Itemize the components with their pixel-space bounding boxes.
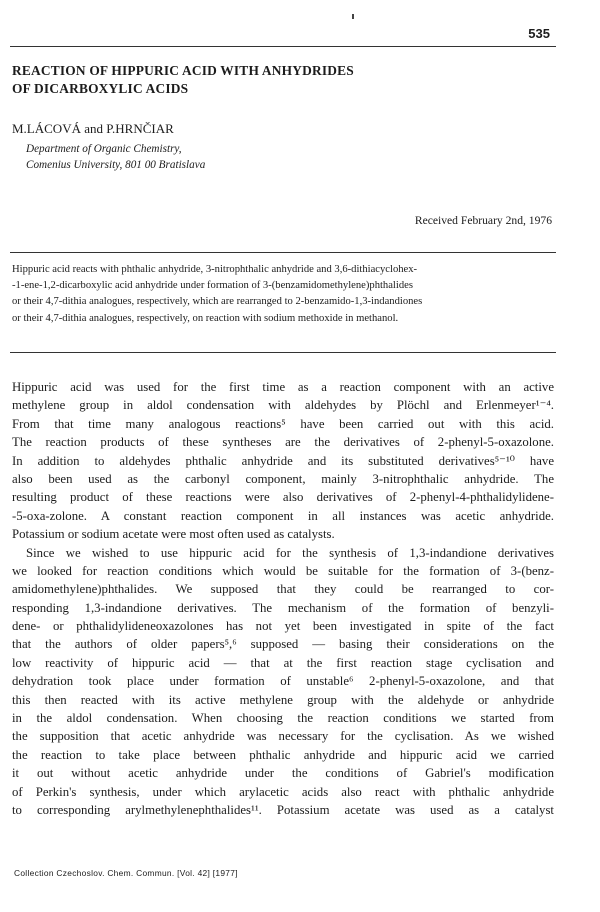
body-line: the supposition that acetic anhydride was necessary for the cyclisation. As we wished bbox=[12, 729, 554, 744]
abstract-top-rule bbox=[10, 252, 556, 253]
body-line: to corresponding arylmethylenephthalides¹¹. Potassium acetate was used as a catalyst bbox=[12, 802, 554, 817]
body-line: that the authors of older papers⁵,⁶ supposed — basing their considerations on the bbox=[12, 637, 554, 652]
body-line: Hippuric acid was used for the first time as a reaction component with an active bbox=[12, 380, 554, 394]
body-line: of Perkin's synthesis, under which arylacetic acids also react with phthalic anhydride bbox=[12, 784, 554, 799]
body-line: dene- or phthalidylideneoxazolones has not yet been investigated in spite of the fact bbox=[12, 619, 554, 634]
body-line: The reaction products of these syntheses are the derivatives of 2-phenyl-5-oxazolone. bbox=[12, 435, 554, 450]
body-line: In addition to aldehydes phthalic anhydride and its substituted derivatives⁵⁻¹⁰ have bbox=[12, 453, 554, 468]
body-line: this then reacted with its active methylene group with the aldehyde or anhydride bbox=[12, 692, 554, 707]
abstract-bottom-rule bbox=[10, 352, 556, 353]
body-line: dehydration took place under formation of unstable⁶ 2-phenyl-5-oxazolone, and that bbox=[12, 674, 554, 689]
affiliation-line-1: Department of Organic Chemistry, bbox=[26, 143, 182, 155]
body-line: Potassium or sodium acetate were most often used as catalysts. bbox=[12, 527, 335, 542]
body-line: amidomethylene)phthalides. We supposed that they could be rearranged to cor- bbox=[12, 582, 554, 597]
body-line: methylene group in aldol condensation with aldehydes by Plöchl and Erlenmeyer¹⁻⁴. bbox=[12, 398, 554, 413]
page-number: 535 bbox=[528, 26, 550, 41]
header-rule bbox=[10, 46, 556, 47]
body-line: it out without acetic anhydride under the conditions of Gabriel's modification bbox=[12, 766, 554, 781]
body-line: we looked for reaction conditions which would be suitable for the formation of 3-(benz- bbox=[12, 563, 554, 578]
abstract bbox=[12, 262, 552, 327]
scan-speck bbox=[352, 14, 354, 19]
affiliation-line-2: Comenius University, 801 00 Bratislava bbox=[26, 159, 206, 171]
body-line: responding 1,3-indandione derivatives. The mechanism of the formation of benzyli- bbox=[12, 600, 554, 615]
body-text bbox=[12, 378, 554, 819]
body-line: -5-oxa-zolone. A constant reaction component in all instances was acetic anhydride. bbox=[12, 508, 554, 523]
abstract-line: -1-ene-1,2-dicarboxylic acid anhydride under formation of 3-(benzamidomethylene)phthalides bbox=[12, 280, 413, 292]
article-title bbox=[12, 62, 512, 98]
body-line: From that time many analogous reactions⁵ have been carried out with this acid. bbox=[12, 416, 554, 431]
abstract-line: or their 4,7-dithia analogues, respectively, on reaction with sodium methoxide in methanol. bbox=[12, 312, 399, 324]
affiliation bbox=[26, 141, 205, 173]
authors: M.LÁCOVÁ and P.HRNČIAR bbox=[12, 121, 174, 136]
body-line: in the aldol condensation. When choosing the reaction conditions we started from bbox=[12, 711, 554, 726]
body-line: low reactivity of hippuric acid — that at the first reaction stage cyclisation and bbox=[12, 655, 554, 670]
title-line-1: REACTION OF HIPPURIC ACID WITH ANHYDRIDES bbox=[12, 63, 354, 78]
abstract-line: or their 4,7-dithia analogues, respectively, which are rearranged to 2-benzamido-1,3-indandiones bbox=[12, 296, 423, 308]
body-line: Since we wished to use hippuric acid for the synthesis of 1,3-indandione derivatives bbox=[26, 545, 554, 560]
title-line-2: OF DICARBOXYLIC ACIDS bbox=[12, 81, 189, 96]
body-line: the reaction to take place between phthalic anhydride and hippuric acid we carried bbox=[12, 747, 554, 762]
footer-citation: Collection Czechoslov. Chem. Commun. [Vol. 42] [1977] bbox=[14, 868, 238, 878]
body-line: resulting product of these reactions were also derivatives of 2-phenyl-4-phthalidylidene- bbox=[12, 490, 554, 505]
abstract-line: Hippuric acid reacts with phthalic anhydride, 3-nitrophthalic anhydride and 3,6-dithiacyclohex- bbox=[12, 264, 418, 275]
received-date: Received February 2nd, 1976 bbox=[414, 214, 552, 227]
body-line: also been used as the carbonyl component, mainly 3-nitrophthalic anhydride. The bbox=[12, 471, 554, 486]
